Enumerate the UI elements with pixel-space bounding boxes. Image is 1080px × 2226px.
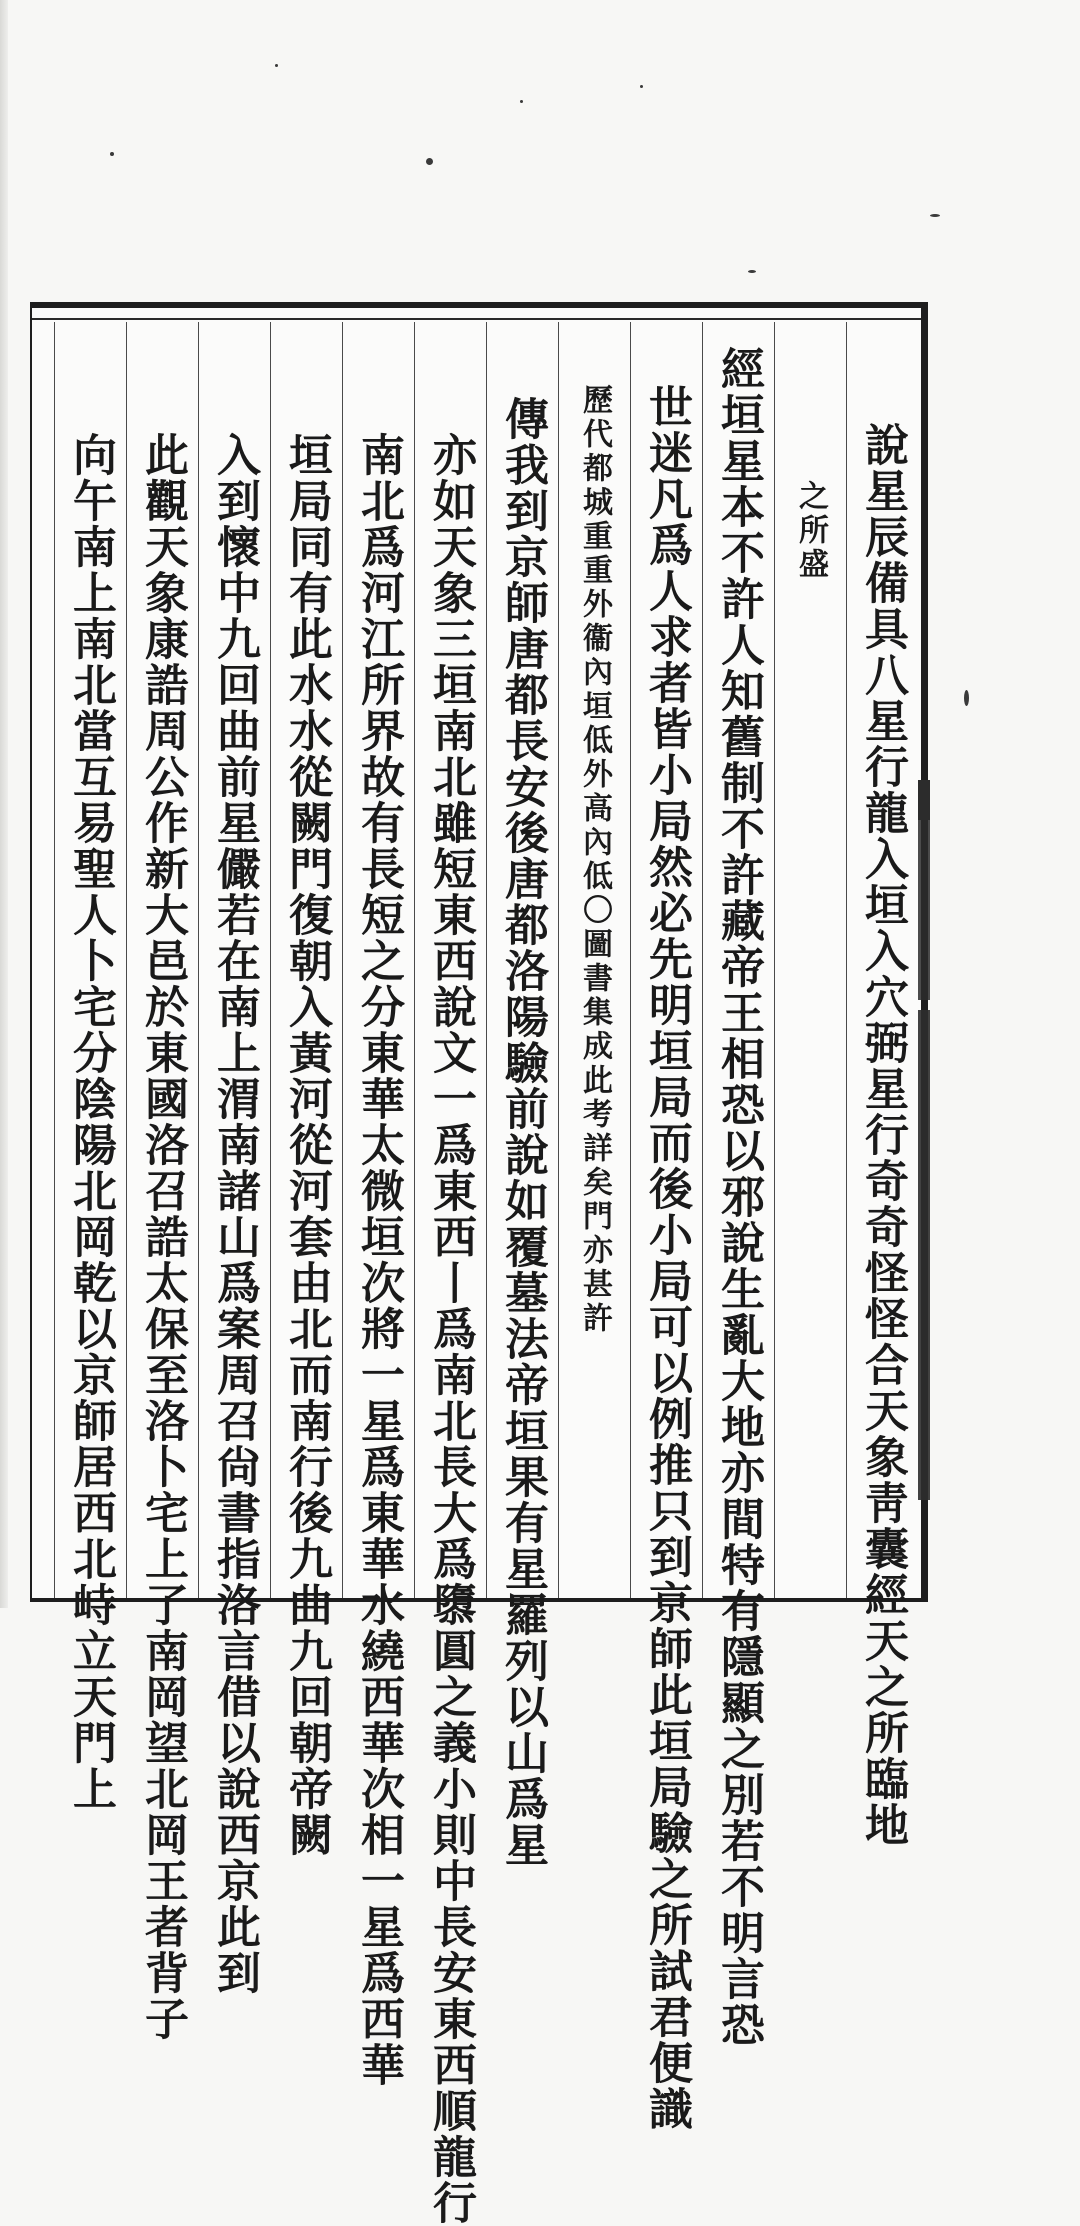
column-text: 向午南上南北當互易聖人卜宅分陰陽北岡乾以京師居西北峙立天門上 (65, 432, 116, 1812)
text-column (198, 322, 270, 1996)
column-text: 此觀天象康誥周公作新大邑於東國洛召誥太保至洛卜宅上了南岡望北岡王者背子 (137, 432, 188, 2042)
text-column (630, 322, 702, 2132)
column-rule (126, 322, 127, 1598)
ink-speck (964, 690, 969, 706)
column-text: 亦如天象三垣南北雖短東西說文一爲東西丨爲南北長大爲隳圓之義小則中長安東西順龍行 (425, 432, 476, 2226)
text-column (342, 322, 414, 2088)
ink-speck (275, 64, 278, 67)
column-text: 垣局同有此水水從闕門復朝入黃河從河套由北而南行後九曲九回朝帝闕 (281, 432, 332, 1858)
ink-speck (426, 158, 433, 165)
text-column (54, 322, 126, 1812)
ink-speck (640, 85, 643, 88)
column-rule (54, 322, 55, 1598)
column-rule (486, 322, 487, 1598)
ink-speck (748, 270, 756, 273)
text-column (270, 322, 342, 1858)
column-text: 說星辰備具八星行龍入垣入穴弼星行奇奇怪怪合天象靑囊經天之所臨地 (857, 422, 908, 1848)
column-text: 經垣星本不許人知舊制不許藏帝王相恐以邪說生亂大地亦間特有隱顯之別若不明言恐 (713, 346, 764, 2048)
ink-speck (930, 214, 940, 217)
text-column (558, 322, 630, 1598)
frame-top-rule (32, 318, 921, 320)
column-text: 世迷凡爲人求者皆小局然必先明垣局而後小局可以例推只到京師此垣局驗之所試君便識 (641, 384, 692, 2132)
column-text: 入到懷中九回曲前星儼若在南上渭南諸山爲案周召尙書指洛言借以說西京此到 (209, 432, 260, 1996)
ink-speck (520, 100, 523, 103)
text-block-frame (30, 302, 928, 2226)
text-column (846, 322, 918, 1848)
text-column (126, 322, 198, 2042)
text-column (414, 322, 486, 2226)
column-rule (198, 322, 199, 1598)
binding-edge (918, 400, 930, 1500)
column-rule (558, 322, 559, 1598)
column-rule (702, 322, 703, 1598)
column-text: 之所盛 (793, 480, 828, 582)
column-rule (414, 322, 415, 1598)
text-column (702, 322, 774, 2048)
column-rule (342, 322, 343, 1598)
text-column (774, 322, 846, 1598)
column-text: 南北爲河江所界故有長短之分東華太微垣次將一星爲東華水繞西華次相一星爲西華 (353, 432, 404, 2088)
column-rule (630, 322, 631, 1598)
text-column (486, 322, 558, 1868)
page-edge (0, 0, 8, 1608)
column-rule (846, 322, 847, 1598)
ink-speck (110, 152, 114, 156)
column-rule (774, 322, 775, 1598)
column-rule (270, 322, 271, 1598)
column-text: 傳我到京師唐都長安後唐都洛陽驗前說如覆墓法帝垣果有星羅列以山爲星 (497, 396, 548, 1868)
column-text: 歷代都城重重外衞內垣低外高內低〇圖書集成此考詳矣門亦甚許 (577, 384, 612, 1336)
